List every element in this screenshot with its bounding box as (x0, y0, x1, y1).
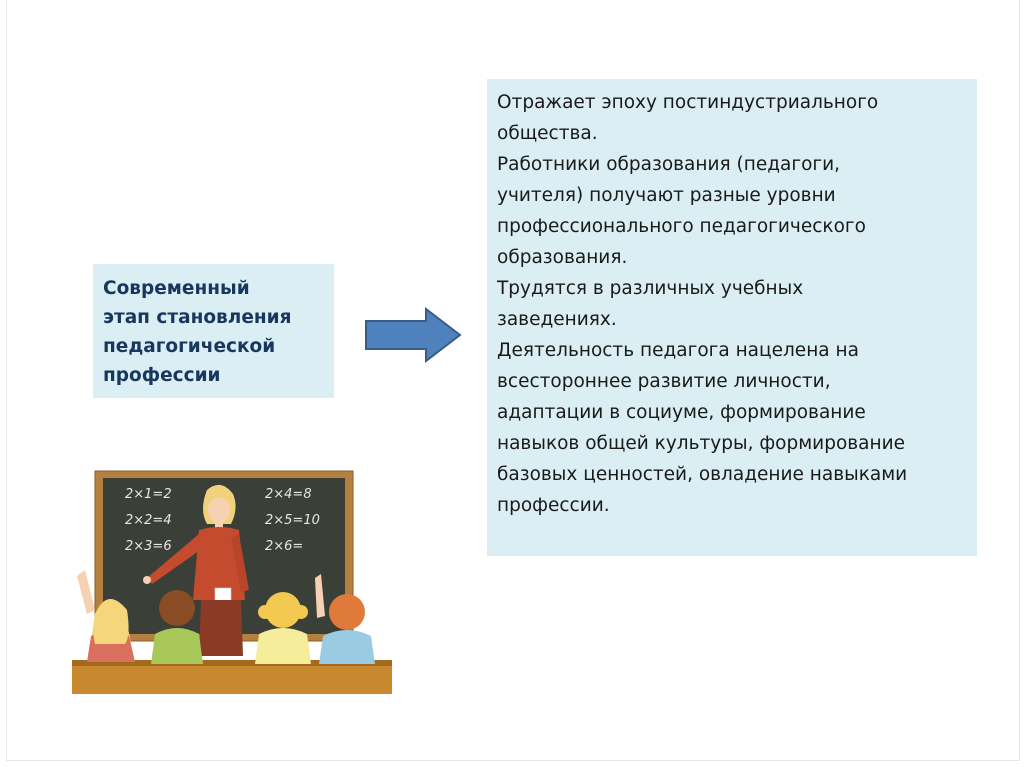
stage-title-line: профессии (103, 365, 221, 386)
description-box (487, 79, 977, 556)
description-line: навыков общей культуры, формирование (497, 433, 906, 454)
board-equation: 2×3=6 (125, 539, 172, 554)
description-line: Трудятся в различных учебных (497, 278, 804, 299)
classroom-illustration (67, 468, 397, 696)
board-equation: 2×1=2 (125, 487, 172, 502)
description-line: базовых ценностей, овладение навыками (497, 464, 908, 485)
slide (6, 0, 1020, 761)
stage-title-line: Современный (103, 278, 250, 299)
board-equation: 2×6= (265, 539, 304, 554)
stage-title-box (93, 264, 334, 398)
description-line: всестороннее развитие личности, (497, 371, 831, 392)
stage-title-line: этап становления (103, 307, 292, 328)
description-line: Работники образования (педагоги, (497, 154, 841, 175)
board-equation: 2×4=8 (265, 487, 312, 502)
desk (72, 664, 392, 694)
stage-title-line: педагогической (103, 336, 276, 357)
board-equation: 2×5=10 (265, 513, 320, 528)
description-line: профессионального педагогического (497, 216, 866, 237)
right-arrow-icon (364, 307, 462, 363)
description-line: образования. (497, 247, 628, 268)
board-equation: 2×2=4 (125, 513, 172, 528)
description-line: заведениях. (497, 309, 617, 330)
description-line: Деятельность педагога нацелена на (497, 340, 859, 361)
description-line: учителя) получают разные уровни (497, 185, 836, 206)
description-line: Отражает эпоху постиндустриального (497, 92, 879, 113)
description-line: общества. (497, 123, 598, 144)
description-line: профессии. (497, 495, 610, 516)
description-line: адаптации в социуме, формирование (497, 402, 866, 423)
